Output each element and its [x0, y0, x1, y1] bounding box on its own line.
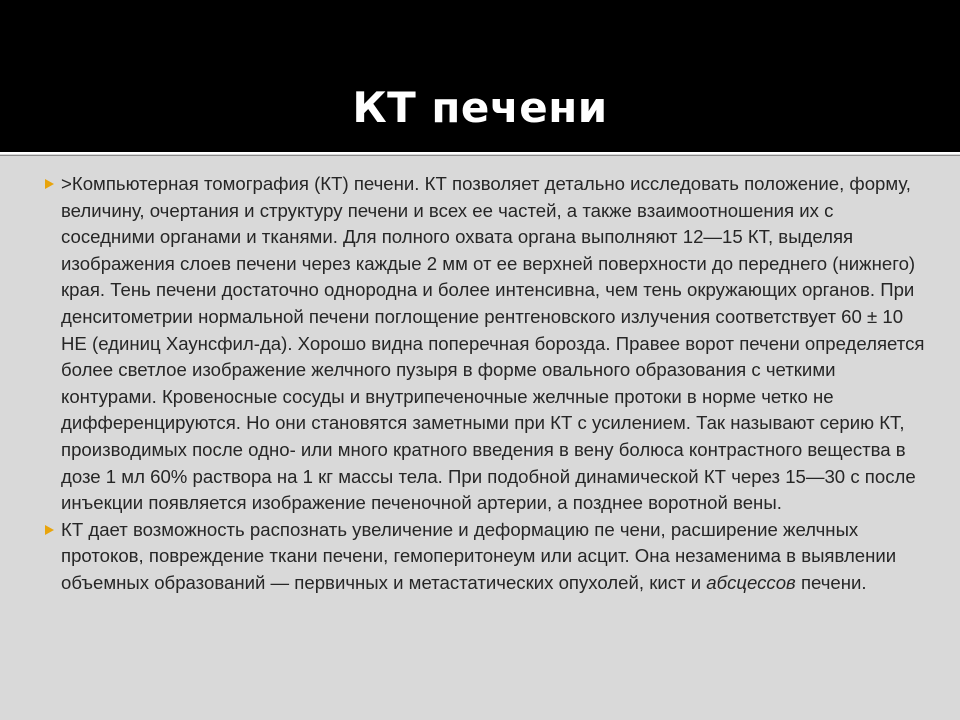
title-divider	[0, 152, 960, 154]
bullet-item-ct-description	[44, 171, 926, 517]
triangle-bullet-icon	[45, 525, 54, 535]
bullet-text-before: КТ дает возможность распознать увеличение и деформацию пе чени, расширение желчных протоков, повреждение ткани печени, гемоперитонеум или асцит. Она незаменима в выявлении объемных образований — первичных и метастатических опухолей, кист и	[61, 518, 897, 593]
bullet-text: >Компьютерная томография (КТ) печени. КТ позволяет детально исследовать положение, форму, величину, очертания и структуру печени и всех ее частей, а также взаимоотношения их с соседними органами и тканями. Для полного охвата органа выполняют 12—15 КТ, выделяя изображения слоев печени через каждые 2 мм от ее верхней поверхности до переднего (нижнего) края. Тень печени достаточно однородна и более интенсивна, чем тень окружающих органов. При денситометрии нормальной печени поглощение рентгеновского излучения соответствует 60 ± 10 НЕ (единиц Хаунсфил-да). Хорошо видна поперечная борозда. Правее ворот печени определяется более светлое изображение желчного пузыря в форме овального образования с четкими контурами. Кровеносные сосуды и внутрипеченочные желчные протоки в норме четко не дифференцируются. Но они становятся заметными при КТ с усилением. Так называют серию КТ, производимых после одно- или много кратного введения в вену болюса контрастного вещества в дозе 1 мл 60% раствора на 1 кг массы тела. При подобной динамической КТ через 15—30 с после инъекции появляется изображение печеночной артерии, а позднее воротной вены.	[61, 173, 925, 514]
triangle-bullet-icon	[45, 179, 54, 189]
bullet-text-after: печени.	[795, 571, 867, 593]
content-list	[44, 171, 926, 597]
bullet-text-italic: абсцессов	[706, 571, 796, 593]
bullet-item-ct-capabilities	[44, 517, 926, 597]
title-band	[0, 0, 960, 152]
slide-title: КТ печени	[352, 83, 608, 132]
title-divider-shadow	[0, 155, 960, 156]
bullet-text	[61, 519, 896, 593]
